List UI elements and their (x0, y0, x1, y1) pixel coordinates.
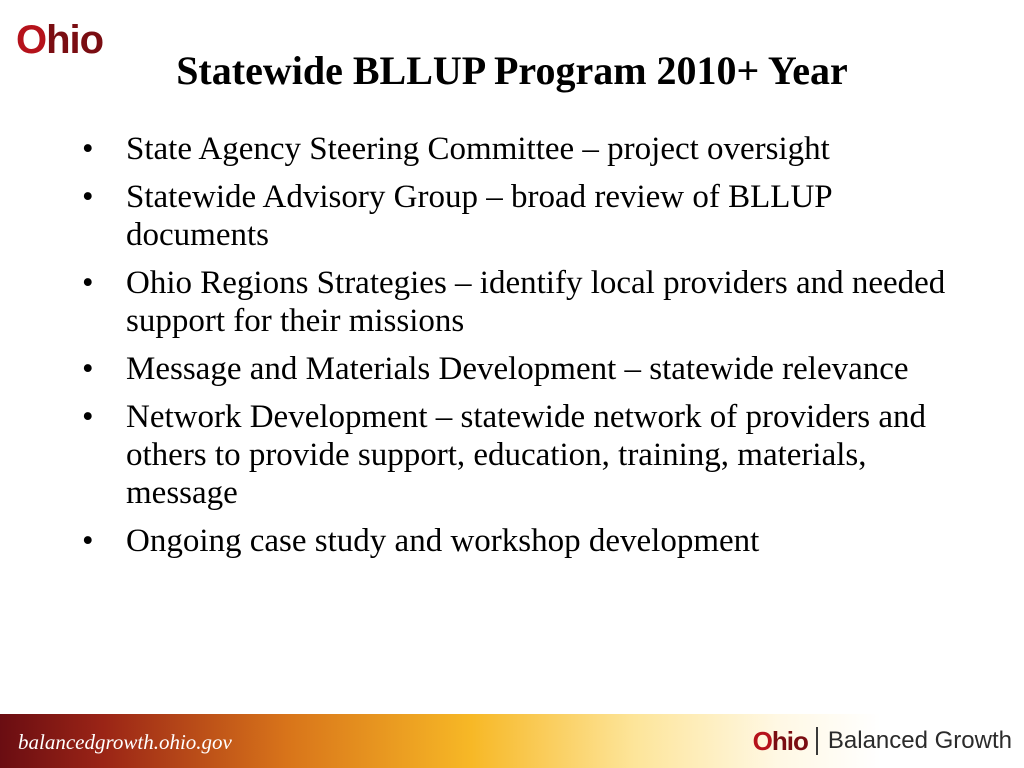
bullet-text: Ongoing case study and workshop development (126, 523, 760, 559)
bullet-item (82, 264, 962, 340)
balanced-growth-logo (753, 725, 1012, 757)
footer-bar (0, 714, 1024, 768)
footer-brand-text: Balanced Growth (827, 727, 1012, 754)
ohio-logo-letters: hio (46, 18, 104, 62)
bullet-icon: • (82, 399, 94, 435)
footer-logo-divider (816, 727, 818, 755)
footer-ohio-wordmark (753, 726, 808, 756)
bullet-text: State Agency Steering Committee – project oversight (126, 131, 830, 167)
bullet-text: Message and Materials Development – statewide relevance (126, 351, 909, 387)
slide-title: Statewide BLLUP Program 2010+ Year (176, 48, 848, 93)
bullet-icon: • (82, 351, 94, 387)
footer-url-link[interactable]: balancedgrowth.ohio.gov (18, 730, 232, 754)
footer-ohio-letter-o: O (752, 726, 772, 756)
bullet-list (82, 130, 962, 570)
bullet-item (82, 398, 962, 512)
bullet-text: Network Development – statewide network of providers and others to provide support, education, training, materials, message (126, 399, 927, 511)
bullet-icon: • (82, 131, 94, 167)
ohio-logo-letter-o: O (16, 18, 47, 62)
bullet-item (82, 130, 962, 168)
bullet-item (82, 178, 962, 254)
bullet-icon: • (82, 265, 94, 301)
bullet-icon: • (82, 523, 94, 559)
bullet-icon: • (82, 179, 94, 215)
bullet-text: Statewide Advisory Group – broad review of BLLUP documents (126, 179, 832, 253)
footer-ohio-letters: hio (771, 726, 808, 756)
bullet-text: Ohio Regions Strategies – identify local providers and needed support for their missions (126, 265, 946, 339)
bullet-item (82, 522, 962, 560)
bullet-item (82, 350, 962, 388)
